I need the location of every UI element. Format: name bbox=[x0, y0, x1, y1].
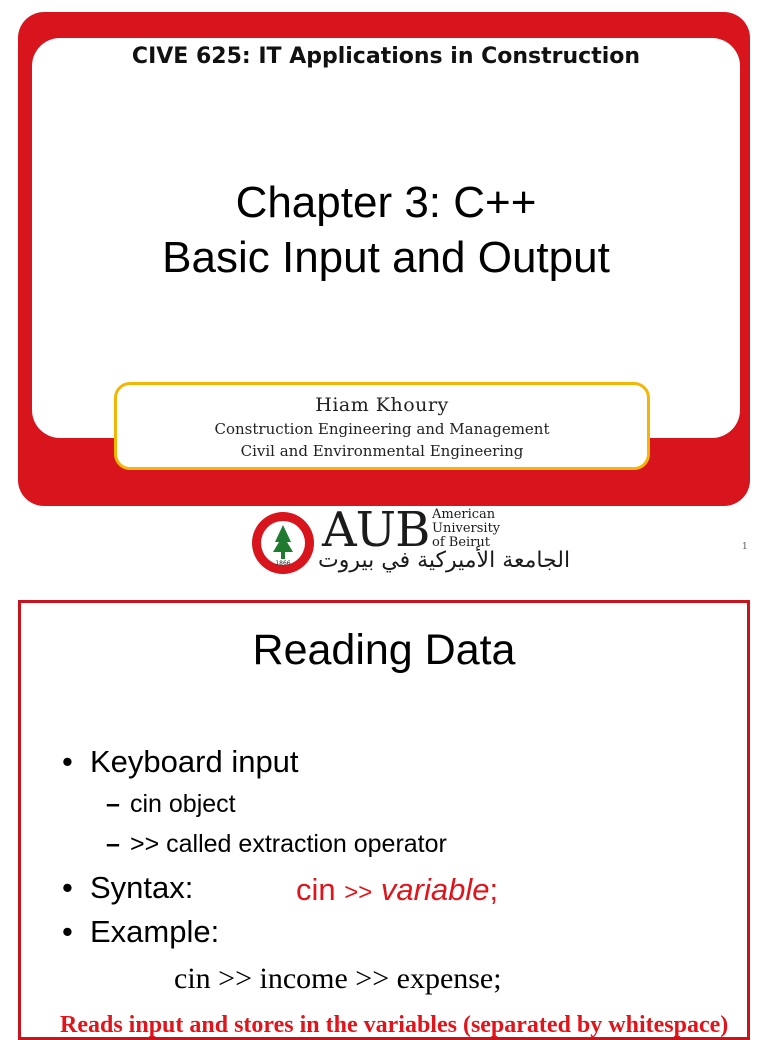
syntax-variable: variable bbox=[372, 872, 490, 907]
aub-arabic-name: الجامعة الأميركية في بيروت bbox=[318, 548, 571, 573]
syntax-code bbox=[296, 872, 498, 908]
page-number: 1 bbox=[742, 542, 748, 552]
author-name: Hiam Khoury bbox=[315, 394, 449, 416]
seal-year: 1866 bbox=[275, 560, 291, 567]
bullet-text: Example: bbox=[90, 914, 220, 949]
bullet-syntax bbox=[62, 870, 193, 906]
sub-extraction-operator bbox=[106, 830, 447, 859]
bullet-example bbox=[62, 914, 219, 950]
sub-text: >> called extraction operator bbox=[130, 830, 447, 858]
syntax-semicolon: ; bbox=[489, 872, 499, 907]
aub-name-line1: American bbox=[432, 507, 496, 522]
bullet-marker: • bbox=[62, 744, 73, 779]
bullet-text: Keyboard input bbox=[90, 744, 299, 779]
example-code: cin >> income >> expense; bbox=[174, 962, 502, 995]
author-department-1: Construction Engineering and Management bbox=[214, 420, 550, 438]
bullet-text: Syntax: bbox=[90, 870, 194, 905]
sub-cin-object bbox=[106, 790, 236, 819]
slide-title: Reading Data bbox=[252, 626, 516, 674]
syntax-operator: >> bbox=[344, 879, 373, 906]
bullet-marker: • bbox=[62, 914, 73, 949]
sub-text: cin object bbox=[130, 790, 236, 818]
author-box bbox=[114, 382, 650, 470]
bullet-marker: • bbox=[62, 870, 73, 905]
chapter-title-line1: Chapter 3: C++ bbox=[235, 178, 537, 227]
author-department-2: Civil and Environmental Engineering bbox=[240, 442, 524, 460]
syntax-cin: cin bbox=[296, 872, 345, 907]
aub-abbreviation: AUB bbox=[322, 502, 430, 558]
aub-name-line2: University bbox=[432, 521, 501, 536]
aub-seal-icon bbox=[250, 510, 316, 576]
bullet-keyboard-input bbox=[62, 744, 299, 780]
aub-full-name bbox=[432, 508, 500, 550]
partially-visible-note: Reads input and stores in the variables (separated by whitespace) bbox=[60, 1012, 729, 1038]
chapter-title-line2: Basic Input and Output bbox=[162, 233, 610, 282]
course-title: CIVE 625: IT Applications in Construction bbox=[131, 44, 641, 69]
sub-dash: – bbox=[106, 830, 120, 858]
sub-dash: – bbox=[106, 790, 120, 818]
aub-name-line3: of Beirut bbox=[432, 535, 490, 550]
